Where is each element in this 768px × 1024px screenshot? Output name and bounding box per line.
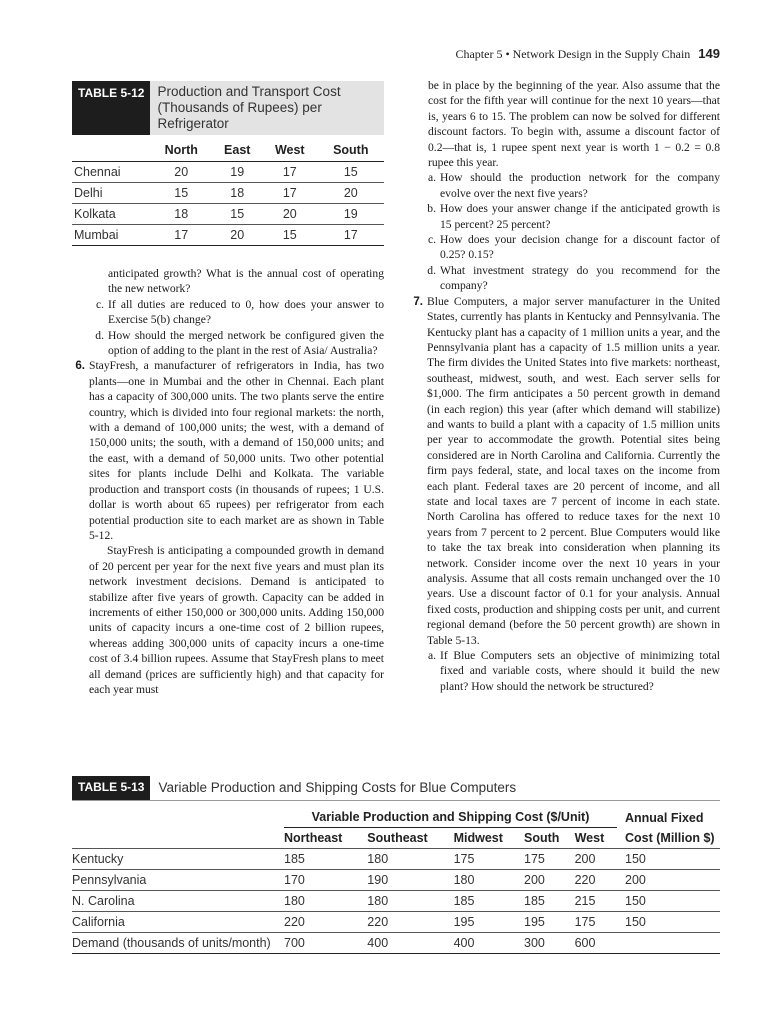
row-label: N. Carolina xyxy=(72,891,284,912)
row-label: Chennai xyxy=(72,162,150,183)
cell: 190 xyxy=(367,870,453,891)
exercise-number: 6. xyxy=(75,359,85,373)
cell: 20 xyxy=(212,225,262,246)
table-row xyxy=(72,933,720,954)
cell: 220 xyxy=(367,912,453,933)
cell: 600 xyxy=(575,933,617,954)
exercise-6 xyxy=(72,358,384,543)
corner-cell xyxy=(72,140,150,162)
cell: 300 xyxy=(524,933,575,954)
cell: 400 xyxy=(454,933,524,954)
list-item xyxy=(410,232,720,263)
cell: 170 xyxy=(284,870,367,891)
table-title: Variable Production and Shipping Costs for Blue Computers xyxy=(158,780,517,795)
table-row xyxy=(72,162,384,183)
fixed-cost-cell: 150 xyxy=(625,912,720,933)
cell: 18 xyxy=(212,183,262,204)
column-header: South xyxy=(524,831,560,845)
item-marker: b. xyxy=(427,202,436,216)
column-header: West xyxy=(574,831,605,845)
table-caption xyxy=(72,81,384,135)
item-text: If all duties are reduced to 0, how does your answer to Exercise 5(b) change? xyxy=(108,297,384,327)
row-label: Pennsylvania xyxy=(72,870,284,891)
cell: 195 xyxy=(524,912,575,933)
cell: 200 xyxy=(524,870,575,891)
fixed-cost-header: Cost (Million $) xyxy=(625,830,715,845)
cell: 18 xyxy=(150,204,212,225)
fixed-cost-cell: 150 xyxy=(625,891,720,912)
list-item xyxy=(410,170,720,201)
continued-text: be in place by the beginning of the year. Also assume that the cost for the fifth year will continue for the next 10 years—that is, years 6 to 15. The problem can now be solved for different discount factors. To begin with, assume a discount factor of 0.2—that is, 1 rupee spent next year is worth 1 − 0.2 = 0.8 rupee this year. xyxy=(428,79,720,170)
cell: 175 xyxy=(524,849,575,870)
chapter-title: Chapter 5 • Network Design in the Supply Chain xyxy=(455,47,691,61)
table-row xyxy=(72,183,384,204)
item-marker: a. xyxy=(427,171,436,185)
corner-cell xyxy=(72,807,284,828)
column-header: East xyxy=(212,140,262,162)
row-label: Kolkata xyxy=(72,204,150,225)
cell: 185 xyxy=(284,849,367,870)
fixed-cost-cell: 150 xyxy=(625,849,720,870)
cell: 180 xyxy=(367,849,453,870)
table-label: TABLE 5-13 xyxy=(72,776,150,800)
right-column xyxy=(410,78,720,694)
row-label: Mumbai xyxy=(72,225,150,246)
exercise-7 xyxy=(410,294,720,648)
fixed-cost-header: Annual Fixed xyxy=(625,810,704,825)
table-row xyxy=(72,891,720,912)
item-text: How should the merged network be configured given the option of adding to the plant in the rest of Asia/ Australia? xyxy=(108,328,384,358)
continued-text: anticipated growth? What is the annual cost of operating the new network? xyxy=(108,267,384,296)
cell: 200 xyxy=(575,849,617,870)
cell: 215 xyxy=(575,891,617,912)
item-text: What investment strategy do you recommend for the company? xyxy=(440,263,720,293)
list-item xyxy=(72,328,384,359)
table-label: TABLE 5-12 xyxy=(72,81,150,135)
item-marker: c. xyxy=(427,233,436,247)
left-column xyxy=(72,266,384,697)
fixed-cost-cell: 200 xyxy=(625,870,720,891)
cell: 20 xyxy=(318,183,384,204)
exercise-text: StayFresh, a manufacturer of refrigerators in India, has two plants—one in Mumbai and the other in Chennai. Each plant has a capacity of 300,000 units. The two plants serve the entire country, which is divided into four regional markets: the north, with a demand of 100,000 units; the west, with a demand of 150,000 units; the south, with a demand of 150,000 units; and the east, with a demand of 50,000 units. Two other potential sites for plants include Delhi and Kolkata. The variable production and transport costs (in thousands of rupees; 1 U.S. dollar is worth about 65 rupees) per refrigerator from each potential production site to each market are as shown in Table 5-12. xyxy=(89,359,384,542)
cost-table xyxy=(72,807,720,954)
fixed-cost-cell xyxy=(625,933,720,954)
cell: 17 xyxy=(318,225,384,246)
table-row xyxy=(72,870,720,891)
cell: 20 xyxy=(150,162,212,183)
cell: 400 xyxy=(367,933,453,954)
item-marker: a. xyxy=(427,649,436,663)
column-header: Southeast xyxy=(367,831,428,845)
column-header: Northeast xyxy=(284,831,343,845)
table-row xyxy=(72,225,384,246)
item-text: How does your answer change if the anticipated growth is 15 percent? 25 percent? xyxy=(440,202,720,231)
row-label: Delhi xyxy=(72,183,150,204)
item-marker: d. xyxy=(95,328,104,342)
table-row xyxy=(72,849,720,870)
cell: 20 xyxy=(262,204,318,225)
cost-table xyxy=(72,140,384,246)
item-text: How does your decision change for a discount factor of 0.25? 0.15? xyxy=(440,233,720,262)
item-text: If Blue Computers sets an objective of minimizing total fixed and variable costs, where should it build the new plant? How should the network be structured? xyxy=(440,649,720,693)
cell: 220 xyxy=(284,912,367,933)
cell: 17 xyxy=(262,162,318,183)
table-row xyxy=(72,912,720,933)
exercise-number: 7. xyxy=(413,294,423,308)
item-text: How should the production network for the company evolve over the next five years? xyxy=(440,171,720,200)
cell: 185 xyxy=(524,891,575,912)
cell: 15 xyxy=(150,183,212,204)
cell: 175 xyxy=(454,849,524,870)
row-label: Demand (thousands of units/month) xyxy=(72,933,284,954)
exercise-text: Blue Computers, a major server manufacturer in the United States, currently has plants in Kentucky and Pennsylvania. The Kentucky plant has a capacity of 1 million units a year, and the Pennsylvania plant has a capacity of 1.5 million units a year. The firm divides the United States into five markets: northeast, southeast, midwest, south, and west. Each server sells for $1,000. The firm anticipates a 50 percent growth in demand (in each region) this year (after which demand will stabilize) and wants to build a plant with a capacity of 1.5 million units per year to accommodate the growth. Potential sites being considered are in North Carolina and California. Currently the firm pays federal, state, and local taxes on the income from each plant. Federal taxes are 20 percent of income, and all state and local taxes are 7 percent of income in each state. North Carolina has offered to reduce taxes for the next 10 years from 7 percent to 2 percent. Blue Computers would like to take the tax break into consideration when planning its network. Consider income over the next 10 years in your analysis. Assume that all costs remain unchanged over the 10 years. Use a discount factor of 0.1 for your analysis. Annual fixed costs, production and shipping costs per unit, and current regional demand (before the 50 percent growth) are shown in Table 5-13. xyxy=(427,294,720,647)
cell: 15 xyxy=(212,204,262,225)
cell: 180 xyxy=(284,891,367,912)
cell: 185 xyxy=(454,891,524,912)
page-number: 149 xyxy=(698,46,720,61)
column-header: North xyxy=(150,140,212,162)
item-marker: d. xyxy=(427,263,436,277)
exercise-6-continued xyxy=(72,543,384,697)
column-header: Midwest xyxy=(453,831,503,845)
cell: 195 xyxy=(454,912,524,933)
cell: 15 xyxy=(262,225,318,246)
list-item xyxy=(410,201,720,232)
row-label: Kentucky xyxy=(72,849,284,870)
row-label: California xyxy=(72,912,284,933)
table-5-13 xyxy=(72,776,720,954)
table-title: Production and Transport Cost (Thousands of Rupees) per Refrigerator xyxy=(150,81,384,135)
list-item xyxy=(410,648,720,694)
exercise-text: StayFresh is anticipating a compounded growth in demand of 20 percent per year for the next five years and must plan its network investment decisions. Demand is anticipated to stabilize after five years of growth. Capacity can be added in increments of either 150,000 or 300,000 units. Adding 150,000 units of capacity incurs a one-time cost of 2 billion rupees, whereas adding 300,000 units of capacity incurs a one-time cost of 3.4 billion rupees. Assume that StayFresh plans to meet all demand (prices are sufficiently high) and that capacity for each year must xyxy=(89,544,384,696)
cell: 17 xyxy=(262,183,318,204)
list-item xyxy=(72,297,384,328)
column-header: South xyxy=(318,140,384,162)
table-5-12 xyxy=(72,81,384,246)
column-header: West xyxy=(262,140,318,162)
cell: 180 xyxy=(454,870,524,891)
cell: 175 xyxy=(575,912,617,933)
item-marker: c. xyxy=(95,297,104,311)
cell: 220 xyxy=(575,870,617,891)
running-header xyxy=(455,46,720,62)
cell: 17 xyxy=(150,225,212,246)
group-header: Variable Production and Shipping Cost ($/Unit) xyxy=(284,807,617,828)
cell: 180 xyxy=(367,891,453,912)
table-caption xyxy=(72,776,720,801)
cell: 700 xyxy=(284,933,367,954)
cell: 15 xyxy=(318,162,384,183)
cell: 19 xyxy=(212,162,262,183)
cell: 19 xyxy=(318,204,384,225)
table-row xyxy=(72,204,384,225)
list-item xyxy=(410,263,720,294)
